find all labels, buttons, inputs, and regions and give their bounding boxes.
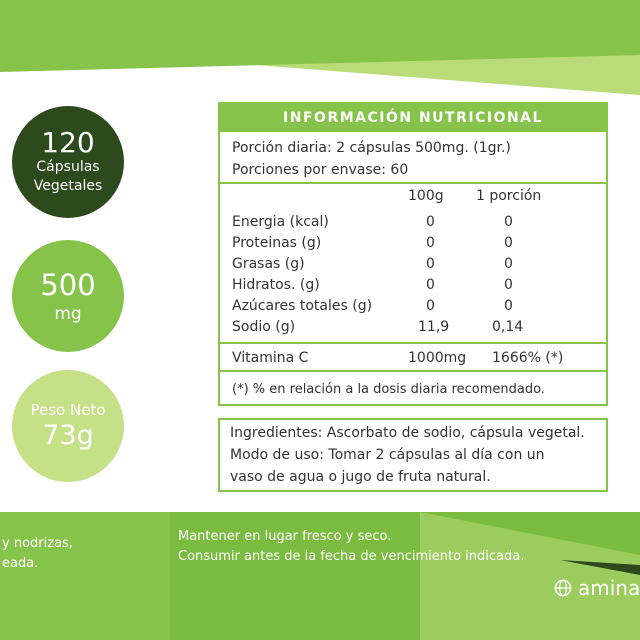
nutrient-name: Grasas (g) [232,256,305,272]
divider [220,342,606,344]
dose-unit: mg [54,304,82,324]
footer-left-text [2,534,73,574]
vitamin-name: Vitamina C [232,350,309,366]
column-header-portion: 1 porción [476,188,542,204]
dose-number: 500 [40,268,96,302]
nutrient-portion: 0 [504,256,513,272]
nutrient-portion: 0 [504,298,513,314]
nutrient-per100: 0 [426,298,435,314]
nutrient-portion: 0 [504,214,513,230]
nutrient-portion: 0,14 [492,319,524,335]
footnote: (*) % en relación a la dosis diaria recomendado. [232,382,545,397]
capsule-count-badge [12,106,124,218]
nutrient-per100: 0 [426,235,435,251]
vitamin-per100: 1000mg [408,350,467,366]
nutrient-name: Energia (kcal) [232,214,329,230]
nutrient-per100: 0 [426,277,435,293]
expiry-line: Consumir antes de la fecha de vencimiento indicada. [178,549,525,564]
capsule-count: 120 [41,126,95,159]
nutrient-per100: 0 [426,214,435,230]
net-weight-label: Peso Neto [30,401,106,419]
brand-logo [554,576,640,600]
usage-line: Modo de uso: Tomar 2 cápsulas al día con un [230,447,545,463]
nutrient-per100: 11,9 [418,319,450,335]
nutrient-portion: 0 [504,277,513,293]
column-header-100g: 100g [408,188,444,204]
nutrient-name: Azúcares totales (g) [232,298,373,314]
divider [220,370,606,372]
globe-icon [554,579,572,597]
storage-line: Mantener en lugar fresco y seco. [178,529,392,544]
nutrient-name: Sodio (g) [232,319,296,335]
net-weight-value: 73g [42,420,94,451]
nutrition-title: INFORMACIÓN NUTRICIONAL [220,104,606,132]
nutrient-per100: 0 [426,256,435,272]
divider [220,182,606,184]
vitamin-portion: 1666% (*) [492,350,564,366]
nutrition-table [218,102,608,406]
nutrient-portion: 0 [504,235,513,251]
ingredients-line: Ingredientes: Ascorbato de sodio, cápsula vegetal. [230,425,585,441]
footer-left-line: y nodrizas, [2,536,73,551]
dose-badge [12,240,124,352]
ingredients-box [218,418,608,492]
net-weight-badge [12,370,124,482]
usage-line: vaso de agua o jugo de fruta natural. [230,469,491,485]
capsule-type: Vegetales [33,178,103,194]
footer-left-line: eada. [2,556,39,571]
nutrient-name: Hidratos. (g) [232,277,320,293]
serving-size: Porción diaria: 2 cápsulas 500mg. (1gr.) [232,140,511,156]
capsule-label: Cápsulas [36,159,100,175]
nutrient-name: Proteinas (g) [232,235,322,251]
servings-per-pack: Porciones por envase: 60 [232,162,409,178]
brand-name: amina [578,576,640,600]
storage-instructions [178,527,524,567]
